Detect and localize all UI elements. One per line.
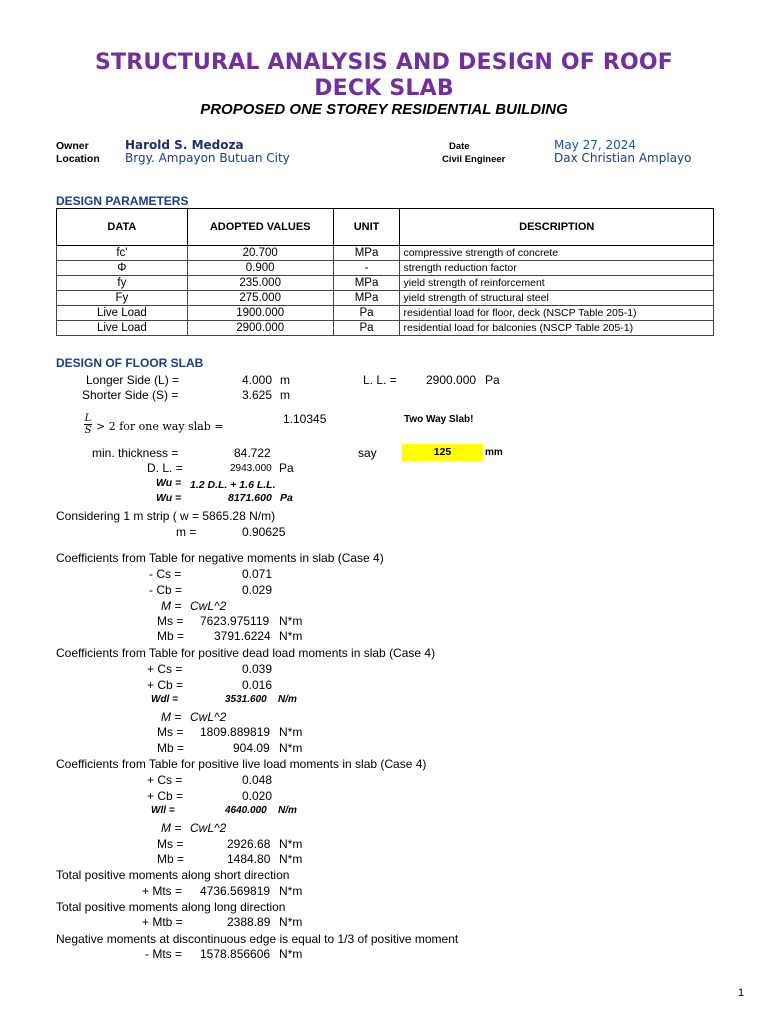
wu-formula-label: Wu =: [156, 477, 182, 489]
neg-ms-label: Ms =: [157, 614, 184, 628]
neg-ms-value: 7623.975119: [200, 614, 270, 628]
column-header: UNIT: [333, 209, 400, 246]
live-load-value: 2900.000: [426, 373, 477, 387]
owner-value: Harold S. Medoza: [125, 138, 244, 152]
data-cell: Live Load: [57, 321, 188, 336]
document-title-line2: DECK SLAB: [314, 76, 454, 101]
m-ratio-label: m =: [176, 525, 197, 539]
owner-label: Owner: [56, 140, 89, 152]
pd-wdl-label: Wdl =: [151, 694, 178, 705]
table-header-row: [57, 209, 714, 246]
mtb-unit: N*m: [279, 915, 303, 929]
wu-formula: 1.2 D.L. + 1.6 L.L.: [190, 479, 276, 491]
unit-cell: Pa: [333, 321, 400, 336]
unit-cell: MPa: [333, 246, 400, 261]
pl-mb-value: 1484.80: [227, 852, 271, 866]
pl-ms-unit: N*m: [279, 837, 303, 851]
table-row: [57, 246, 714, 261]
positive-live-heading: Coefficients from Table for positive live load moments in slab (Case 4): [56, 757, 427, 771]
ratio-denominator: S: [84, 425, 92, 436]
neg-mb-unit: N*m: [279, 629, 303, 643]
live-load-unit: Pa: [485, 373, 500, 387]
floor-slab-heading: DESIGN OF FLOOR SLAB: [56, 356, 204, 370]
ratio-text: > 2 for one way slab =: [96, 420, 224, 433]
neg-cb-value: 0.029: [242, 583, 273, 597]
pd-cs-value: 0.039: [242, 662, 273, 676]
pl-wll-label: Wll =: [151, 805, 175, 816]
pl-mb-unit: N*m: [279, 852, 303, 866]
positive-dead-heading: Coefficients from Table for positive dead load moments in slab (Case 4): [56, 646, 436, 660]
date-value: May 27, 2024: [554, 138, 637, 152]
pd-mb-value: 904.09: [233, 741, 270, 755]
shorter-side-value: 3.625: [242, 388, 273, 402]
pl-m-label: M =: [161, 821, 182, 835]
pl-cs-value: 0.048: [242, 773, 273, 787]
pd-mb-unit: N*m: [279, 741, 303, 755]
value-cell: 1900.000: [187, 306, 333, 321]
column-header: DATA: [57, 209, 188, 246]
pl-cb-label: + Cb =: [147, 789, 184, 803]
pl-m-formula: CwL^2: [190, 821, 227, 835]
description-cell: yield strength of reinforcement: [400, 276, 714, 291]
pd-m-label: M =: [161, 710, 182, 724]
location-label: Location: [56, 153, 100, 165]
adopted-thickness-cell: 125: [402, 444, 483, 461]
pd-wdl-unit: N/m: [278, 694, 297, 705]
description-cell: compressive strength of concrete: [400, 246, 714, 261]
data-cell: fy: [57, 276, 188, 291]
negative-moments-heading: Coefficients from Table for negative moments in slab (Case 4): [56, 551, 384, 565]
mts-label: + Mts =: [142, 884, 183, 898]
date-label: Date: [449, 141, 470, 152]
min-thickness-label: min. thickness =: [92, 446, 179, 460]
mtb-label: + Mtb =: [142, 915, 183, 929]
longer-side-label: Longer Side (L) =: [86, 373, 180, 387]
description-cell: yield strength of structural steel: [400, 291, 714, 306]
longer-side-unit: m: [280, 373, 290, 387]
unit-cell: -: [333, 261, 400, 276]
say-label: say: [358, 446, 377, 460]
neg-mts-unit: N*m: [279, 947, 303, 961]
total-short-text: Total positive moments along short direction: [56, 868, 290, 882]
pd-ms-value: 1809.889819: [200, 725, 271, 739]
strip-text: Considering 1 m strip ( w = 5865.28 N/m): [56, 509, 276, 523]
table-row: [57, 306, 714, 321]
neg-mb-value: 3791.6224: [214, 629, 271, 643]
pd-mb-label: Mb =: [157, 741, 185, 755]
pl-mb-label: Mb =: [157, 852, 185, 866]
description-cell: strength reduction factor: [400, 261, 714, 276]
data-cell: Φ: [57, 261, 188, 276]
live-load-label: L. L. =: [363, 373, 397, 387]
pd-wdl-value: 3531.600: [225, 694, 267, 705]
negative-edge-text: Negative moments at discontinuous edge is equal to 1/3 of positive moment: [56, 932, 459, 946]
table-row: [57, 261, 714, 276]
data-cell: Live Load: [57, 306, 188, 321]
neg-m-formula: CwL^2: [190, 599, 227, 613]
dead-load-label: D. L. =: [147, 461, 183, 475]
pl-cs-label: + Cs =: [147, 773, 183, 787]
mts-value: 4736.569819: [200, 884, 271, 898]
table-row: [57, 276, 714, 291]
pl-wll-value: 4640.000: [225, 805, 267, 816]
design-parameters-heading: DESIGN PARAMETERS: [56, 194, 189, 208]
neg-cb-label: - Cb =: [149, 583, 183, 597]
value-cell: 235.000: [187, 276, 333, 291]
dead-load-unit: Pa: [279, 461, 294, 475]
neg-cs-label: - Cs =: [149, 567, 182, 581]
unit-cell: Pa: [333, 306, 400, 321]
neg-m-label: M =: [161, 599, 182, 613]
ratio-value: 1.10345: [283, 412, 327, 426]
description-cell: residential load for balconies (NSCP Table 205-1): [400, 321, 714, 336]
shorter-side-unit: m: [280, 388, 290, 402]
pl-ms-label: Ms =: [157, 837, 184, 851]
neg-mb-label: Mb =: [157, 629, 185, 643]
design-parameters-table: [56, 208, 714, 336]
data-cell: Fy: [57, 291, 188, 306]
total-long-text: Total positive moments along long direction: [56, 900, 286, 914]
pl-ms-value: 2926.68: [227, 837, 271, 851]
mtb-value: 2388.89: [227, 915, 271, 929]
shorter-side-label: Shorter Side (S) =: [82, 388, 179, 402]
neg-mts-label: - Mts =: [145, 947, 183, 961]
page-number: 1: [738, 987, 745, 999]
unit-cell: MPa: [333, 276, 400, 291]
unit-cell: MPa: [333, 291, 400, 306]
table-row: [57, 321, 714, 336]
table-row: [57, 291, 714, 306]
value-cell: 20.700: [187, 246, 333, 261]
slab-type-result: Two Way Slab!: [404, 414, 474, 425]
pd-ms-label: Ms =: [157, 725, 184, 739]
value-cell: 0.900: [187, 261, 333, 276]
dead-load-value: 2943.000: [230, 463, 272, 474]
pd-cb-value: 0.016: [242, 678, 273, 692]
pd-m-formula: CwL^2: [190, 710, 227, 724]
pd-ms-unit: N*m: [279, 725, 303, 739]
document-subtitle: PROPOSED ONE STOREY RESIDENTIAL BUILDING: [200, 101, 568, 118]
neg-ms-unit: N*m: [279, 614, 303, 628]
mts-unit: N*m: [279, 884, 303, 898]
data-cell: fc': [57, 246, 188, 261]
ratio-fraction: [82, 413, 94, 436]
engineer-value: Dax Christian Amplayo: [554, 151, 692, 165]
neg-mts-value: 1578.856606: [200, 947, 271, 961]
pd-cs-label: + Cs =: [147, 662, 183, 676]
description-cell: residential load for floor, deck (NSCP Table 205-1): [400, 306, 714, 321]
document-title-line1: STRUCTURAL ANALYSIS AND DESIGN OF ROOF: [94, 50, 673, 75]
min-thickness-value: 84.722: [234, 446, 271, 460]
adopted-thickness-unit: mm: [485, 447, 503, 458]
engineer-label: Civil Engineer: [442, 154, 506, 165]
value-cell: 2900.000: [187, 321, 333, 336]
wu-value: 8171.600: [228, 492, 272, 504]
m-ratio-value: 0.90625: [242, 525, 286, 539]
ratio-numerator: L: [84, 413, 92, 424]
column-header: DESCRIPTION: [400, 209, 714, 246]
longer-side-value: 4.000: [242, 373, 273, 387]
neg-cs-value: 0.071: [242, 567, 273, 581]
wu-value-label: Wu =: [156, 492, 182, 504]
pd-cb-label: + Cb =: [147, 678, 184, 692]
column-header: ADOPTED VALUES: [187, 209, 333, 246]
pl-cb-value: 0.020: [242, 789, 273, 803]
value-cell: 275.000: [187, 291, 333, 306]
wu-unit: Pa: [280, 492, 293, 504]
location-value: Brgy. Ampayon Butuan City: [125, 151, 290, 165]
pl-wll-unit: N/m: [278, 805, 297, 816]
